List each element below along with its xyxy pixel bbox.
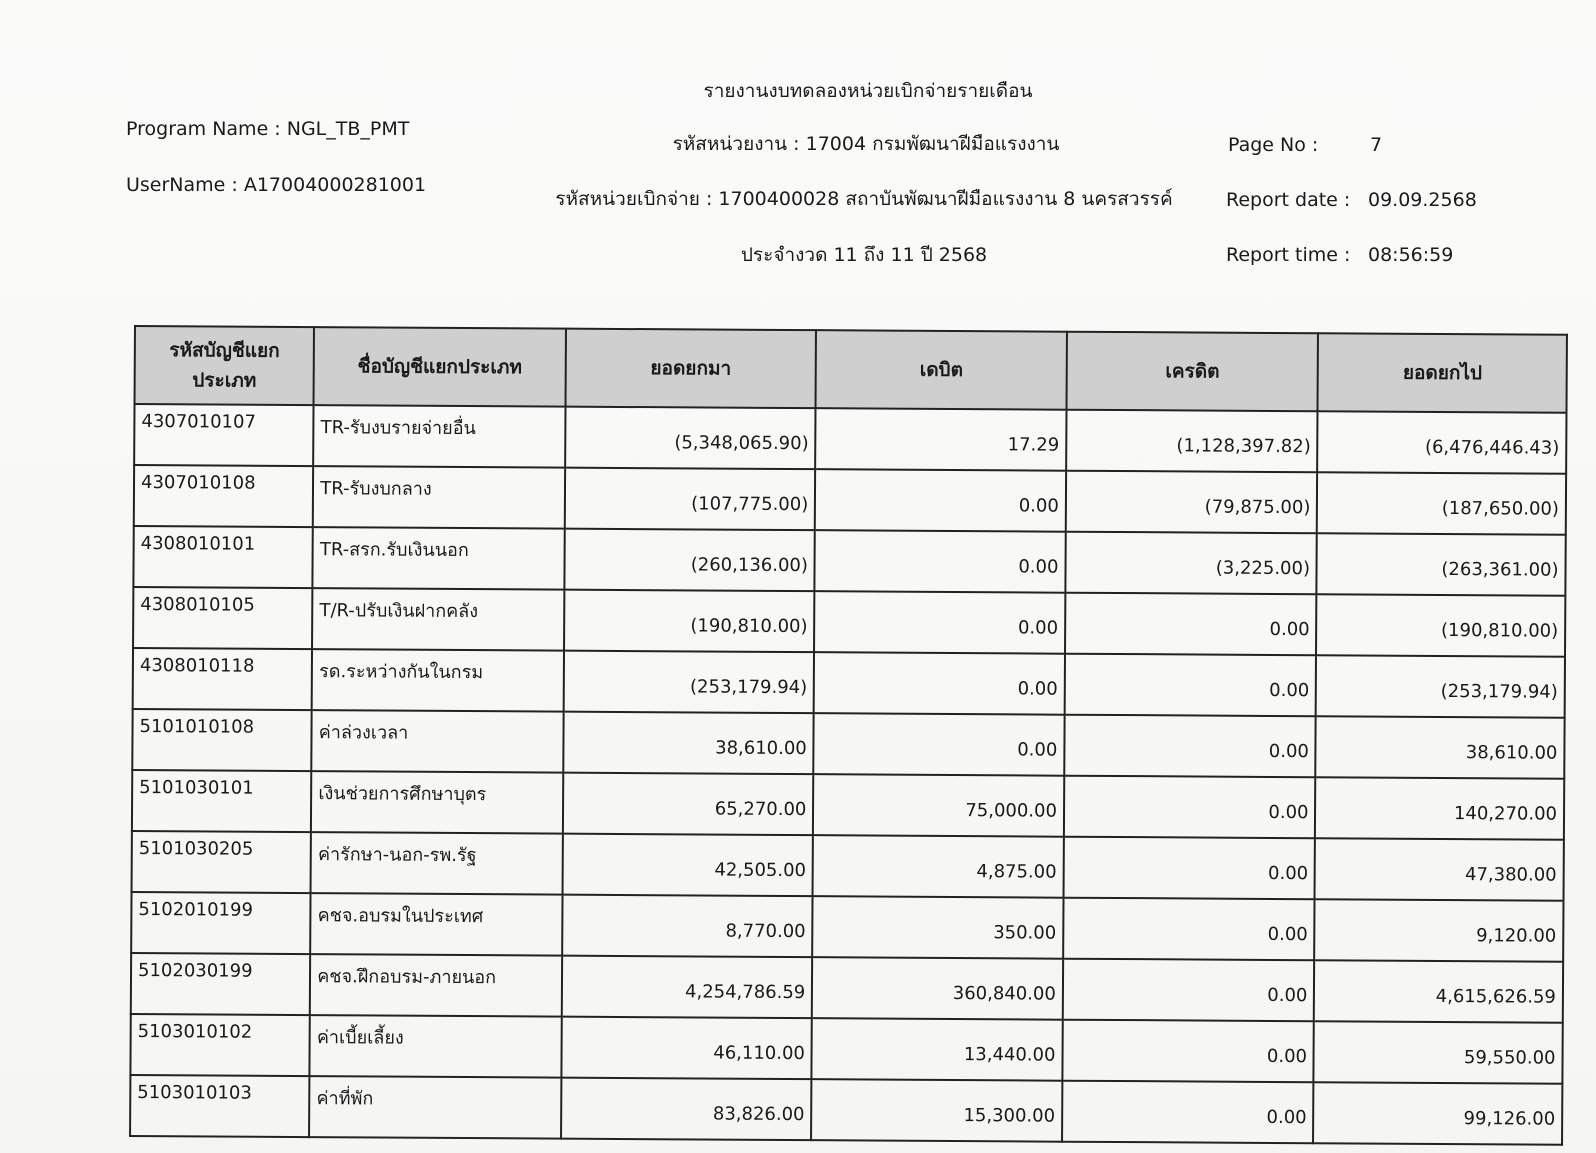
report-time-label: Report time : [1226, 244, 1351, 266]
cell-debit: 15,300.00 [811, 1079, 1062, 1142]
cell-opening-balance: 38,610.00 [563, 712, 814, 775]
user-name: UserName : A17004000281001 [126, 174, 427, 196]
header-closing-balance: ยอดยกไป [1318, 333, 1567, 413]
page-no-label: Page No : [1228, 134, 1319, 156]
cell-debit: 13,440.00 [812, 1018, 1063, 1081]
cell-opening-balance: (190,810.00) [564, 590, 815, 653]
cell-account-code: 5101030205 [132, 831, 312, 893]
cell-credit: 0.00 [1063, 837, 1315, 900]
cell-account-code: 4307010108 [134, 465, 314, 527]
table-row [130, 1014, 1562, 1084]
cell-debit: 0.00 [815, 469, 1066, 532]
cell-account-code: 4307010107 [134, 404, 314, 466]
cell-opening-balance: 8,770.00 [562, 895, 813, 958]
cell-account-code: 4308010105 [133, 587, 313, 649]
cell-account-name: TR-สรก.รับเงินนอก [313, 527, 565, 590]
header-account-code: รหัสบัญชีแยกประเภท [135, 326, 315, 405]
cell-account-name: T/R-ปรับเงินฝากคลัง [312, 588, 564, 651]
table-row [134, 465, 1566, 535]
cell-opening-balance: (5,348,065.90) [565, 407, 816, 470]
cell-debit: 0.00 [814, 652, 1065, 715]
cell-closing-balance: (263,361.00) [1317, 533, 1566, 596]
table-row [132, 709, 1564, 779]
cell-account-name: ค่าล่วงเวลา [312, 710, 564, 773]
cell-credit: 0.00 [1065, 593, 1317, 656]
cell-closing-balance: (190,810.00) [1316, 594, 1565, 657]
cell-credit: 0.00 [1063, 959, 1315, 1022]
cell-debit: 360,840.00 [812, 957, 1063, 1020]
cell-debit: 0.00 [815, 530, 1066, 593]
cell-closing-balance: (187,650.00) [1317, 472, 1566, 535]
table-row [130, 1075, 1562, 1145]
cell-account-name: เงินช่วยการศึกษาบุตร [311, 771, 563, 834]
cell-credit: 0.00 [1063, 898, 1315, 961]
cell-account-name: TR-รับงบรายจ่ายอื่น [313, 405, 565, 468]
cell-opening-balance: 46,110.00 [561, 1017, 812, 1080]
report-time-value: 08:56:59 [1368, 244, 1454, 266]
table-row [131, 953, 1563, 1023]
cell-opening-balance: (253,179.94) [563, 651, 814, 714]
cell-debit: 0.00 [814, 713, 1065, 776]
cell-credit: 0.00 [1062, 1020, 1314, 1083]
cell-debit: 17.29 [815, 408, 1066, 471]
cell-credit: (3,225.00) [1065, 532, 1317, 595]
cell-account-code: 4308010101 [133, 526, 313, 588]
cell-opening-balance: (260,136.00) [564, 529, 815, 592]
table-row [131, 892, 1563, 962]
header-account-name: ชื่อบัญชีแยกประเภท [314, 327, 566, 407]
cell-closing-balance: (6,476,446.43) [1318, 411, 1567, 474]
cell-account-name: รด.ระหว่างกันในกรม [312, 649, 564, 712]
cell-opening-balance: (107,775.00) [565, 468, 816, 531]
table-header-row [135, 326, 1567, 413]
cell-closing-balance: 99,126.00 [1313, 1082, 1562, 1145]
table-row [133, 648, 1565, 718]
cell-credit: 0.00 [1065, 654, 1317, 717]
header-opening-balance: ยอดยกมา [565, 329, 816, 409]
table-row [133, 587, 1565, 657]
cell-closing-balance: 59,550.00 [1314, 1021, 1563, 1084]
cell-account-name: คชจ.อบรมในประเทศ [310, 893, 562, 956]
report-date-label: Report date : [1226, 189, 1351, 211]
cell-account-code: 5103010103 [130, 1075, 310, 1137]
cell-debit: 4,875.00 [813, 835, 1064, 898]
header-credit: เครดิต [1066, 332, 1318, 412]
agency-code: รหัสหน่วยงาน : 17004 กรมพัฒนาฝีมือแรงงาน [672, 133, 1060, 155]
cell-credit: 0.00 [1064, 715, 1316, 778]
cell-account-name: ค่าเบี้ยเลี้ยง [310, 1015, 562, 1078]
cell-credit: 0.00 [1064, 776, 1316, 839]
cell-credit: 0.00 [1062, 1081, 1314, 1144]
cell-account-code: 5103010102 [130, 1014, 310, 1076]
cell-account-code: 5102030199 [131, 953, 311, 1015]
cell-closing-balance: 9,120.00 [1315, 899, 1564, 962]
cell-account-name: TR-รับงบกลาง [313, 466, 565, 529]
table-row [132, 831, 1564, 901]
cell-closing-balance: 38,610.00 [1316, 716, 1565, 779]
cell-closing-balance: 140,270.00 [1315, 777, 1564, 840]
program-name: Program Name : NGL_TB_PMT [126, 118, 410, 140]
page-no-value: 7 [1370, 134, 1383, 156]
cell-credit: (79,875.00) [1066, 471, 1318, 534]
table-row [134, 404, 1566, 474]
cell-debit: 75,000.00 [813, 774, 1064, 837]
cell-account-code: 4308010118 [133, 648, 313, 710]
cell-opening-balance: 4,254,786.59 [562, 956, 813, 1019]
report-date-value: 09.09.2568 [1368, 189, 1477, 211]
table-row [132, 770, 1564, 840]
cell-account-name: ค่าที่พัก [309, 1076, 561, 1139]
cell-closing-balance: (253,179.94) [1316, 655, 1565, 718]
cell-closing-balance: 4,615,626.59 [1314, 960, 1563, 1023]
cell-account-code: 5101030101 [132, 770, 312, 832]
trial-balance-table [129, 325, 1568, 1146]
disbursing-unit: รหัสหน่วยเบิกจ่าย : 1700400028 สถาบันพัฒนาฝีมือแรงงาน 8 นครสวรรค์ [555, 188, 1173, 210]
cell-account-code: 5101010108 [132, 709, 312, 771]
report-period: ประจำงวด 11 ถึง 11 ปี 2568 [740, 244, 988, 266]
cell-closing-balance: 47,380.00 [1315, 838, 1564, 901]
cell-account-name: ค่ารักษา-นอก-รพ.รัฐ [311, 832, 563, 895]
cell-debit: 0.00 [814, 591, 1065, 654]
table-row [133, 526, 1565, 596]
header-debit: เดบิต [816, 330, 1067, 410]
cell-debit: 350.00 [813, 896, 1064, 959]
cell-opening-balance: 42,505.00 [562, 834, 813, 897]
cell-credit: (1,128,397.82) [1066, 410, 1318, 473]
cell-account-code: 5102010199 [131, 892, 311, 954]
cell-opening-balance: 83,826.00 [561, 1078, 812, 1141]
cell-opening-balance: 65,270.00 [563, 773, 814, 836]
cell-account-name: คชจ.ฝึกอบรม-ภายนอก [310, 954, 562, 1017]
report-title: รายงานงบทดลองหน่วยเบิกจ่ายรายเดือน [703, 80, 1033, 102]
